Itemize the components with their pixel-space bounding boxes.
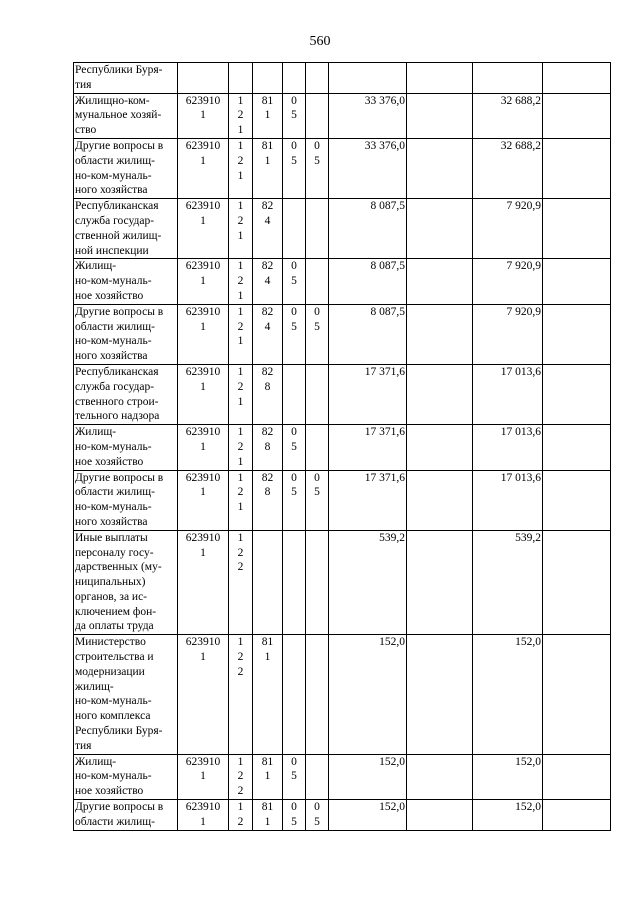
empty-column-1-cell [407, 364, 473, 424]
code-cell: 623910 1 [178, 470, 229, 530]
code-part-b-cell: 82 8 [253, 425, 283, 470]
amount-1-cell: 152,0 [329, 754, 407, 799]
empty-column-2-cell [543, 259, 611, 304]
code-part-c-cell: 0 5 [283, 259, 306, 304]
code-part-d-cell [306, 364, 329, 424]
row-name-cell: Другие вопросы в области жилищ- но-ком-муналь- ного хозяйства [74, 470, 178, 530]
code-part-b-cell: 81 1 [253, 754, 283, 799]
code-cell: 623910 1 [178, 259, 229, 304]
table-row [74, 199, 611, 259]
code-part-c-cell: 0 5 [283, 304, 306, 364]
code-part-a-cell: 1 2 2 [229, 635, 253, 754]
code-part-a-cell: 1 2 1 [229, 364, 253, 424]
empty-column-1-cell [407, 754, 473, 799]
code-part-b-cell: 82 8 [253, 470, 283, 530]
code-part-b-cell: 82 4 [253, 259, 283, 304]
table-row [74, 63, 611, 94]
empty-column-1-cell [407, 530, 473, 635]
code-part-a-cell: 1 2 1 [229, 199, 253, 259]
code-part-b-cell: 81 1 [253, 635, 283, 754]
code-cell: 623910 1 [178, 754, 229, 799]
empty-column-1-cell [407, 259, 473, 304]
amount-2-cell: 539,2 [473, 530, 543, 635]
amount-1-cell: 8 087,5 [329, 199, 407, 259]
amount-1-cell: 17 371,6 [329, 364, 407, 424]
empty-column-2-cell [543, 364, 611, 424]
empty-column-1-cell [407, 138, 473, 198]
code-part-b-cell: 81 1 [253, 93, 283, 138]
code-part-b-cell: 81 1 [253, 138, 283, 198]
code-cell: 623910 1 [178, 530, 229, 635]
row-name-cell: Жилищ- но-ком-муналь- ное хозяйство [74, 754, 178, 799]
code-part-d-cell: 0 5 [306, 470, 329, 530]
row-name-cell: Иные выплаты персоналу госу- дарственных (му- ниципальных) органов, за ис- ключением фон- да оплаты труда [74, 530, 178, 635]
amount-2-cell: 7 920,9 [473, 304, 543, 364]
code-part-c-cell: 0 5 [283, 425, 306, 470]
code-part-d-cell [306, 425, 329, 470]
amount-1-cell: 152,0 [329, 800, 407, 831]
amount-2-cell: 32 688,2 [473, 93, 543, 138]
empty-column-1-cell [407, 304, 473, 364]
table-row [74, 304, 611, 364]
row-name-cell: Другие вопросы в области жилищ- но-ком-муналь- ного хозяйства [74, 138, 178, 198]
code-part-a-cell: 1 2 2 [229, 754, 253, 799]
code-part-a-cell: 1 2 2 [229, 530, 253, 635]
row-name-cell: Республиканская служба государ- ственной жилищ- ной инспекции [74, 199, 178, 259]
amount-2-cell [473, 63, 543, 94]
row-name-cell: Республики Буря- тия [74, 63, 178, 94]
code-part-d-cell: 0 5 [306, 138, 329, 198]
amount-2-cell: 7 920,9 [473, 259, 543, 304]
code-part-c-cell: 0 5 [283, 93, 306, 138]
amount-1-cell: 17 371,6 [329, 470, 407, 530]
row-name-cell: Другие вопросы в области жилищ- но-ком-муналь- ного хозяйства [74, 304, 178, 364]
code-cell: 623910 1 [178, 425, 229, 470]
table-body [74, 63, 611, 831]
code-cell [178, 63, 229, 94]
table-row [74, 93, 611, 138]
amount-1-cell: 8 087,5 [329, 259, 407, 304]
table-row [74, 364, 611, 424]
empty-column-2-cell [543, 425, 611, 470]
table-row [74, 470, 611, 530]
row-name-cell: Жилищно-ком- мунальное хозяй- ство [74, 93, 178, 138]
table-row [74, 530, 611, 635]
code-part-a-cell: 1 2 1 [229, 138, 253, 198]
amount-2-cell: 32 688,2 [473, 138, 543, 198]
code-part-d-cell [306, 63, 329, 94]
empty-column-2-cell [543, 93, 611, 138]
amount-2-cell: 17 013,6 [473, 364, 543, 424]
amount-1-cell: 33 376,0 [329, 93, 407, 138]
code-cell: 623910 1 [178, 138, 229, 198]
code-part-c-cell [283, 635, 306, 754]
row-name-cell: Другие вопросы в области жилищ- [74, 800, 178, 831]
empty-column-2-cell [543, 635, 611, 754]
code-part-c-cell: 0 5 [283, 754, 306, 799]
code-part-d-cell: 0 5 [306, 304, 329, 364]
code-part-a-cell: 1 2 1 [229, 470, 253, 530]
empty-column-2-cell [543, 800, 611, 831]
amount-2-cell: 17 013,6 [473, 425, 543, 470]
code-cell: 623910 1 [178, 635, 229, 754]
row-name-cell: Жилищ- но-ком-муналь- ное хозяйство [74, 259, 178, 304]
amount-1-cell [329, 63, 407, 94]
table-row [74, 425, 611, 470]
empty-column-1-cell [407, 470, 473, 530]
empty-column-2-cell [543, 138, 611, 198]
code-part-c-cell: 0 5 [283, 800, 306, 831]
empty-column-2-cell [543, 63, 611, 94]
empty-column-2-cell [543, 199, 611, 259]
code-part-d-cell [306, 530, 329, 635]
table-row [74, 635, 611, 754]
empty-column-2-cell [543, 754, 611, 799]
code-part-b-cell: 82 4 [253, 304, 283, 364]
empty-column-1-cell [407, 199, 473, 259]
amount-2-cell: 17 013,6 [473, 470, 543, 530]
code-part-c-cell [283, 364, 306, 424]
code-cell: 623910 1 [178, 199, 229, 259]
code-part-d-cell [306, 259, 329, 304]
empty-column-2-cell [543, 470, 611, 530]
code-part-a-cell: 1 2 1 [229, 425, 253, 470]
code-cell: 623910 1 [178, 800, 229, 831]
row-name-cell: Жилищ- но-ком-муналь- ное хозяйство [74, 425, 178, 470]
amount-1-cell: 17 371,6 [329, 425, 407, 470]
code-part-b-cell [253, 530, 283, 635]
table-row [74, 259, 611, 304]
code-part-b-cell: 82 4 [253, 199, 283, 259]
amount-1-cell: 152,0 [329, 635, 407, 754]
empty-column-2-cell [543, 530, 611, 635]
code-part-d-cell [306, 754, 329, 799]
code-part-a-cell: 1 2 [229, 800, 253, 831]
amount-2-cell: 152,0 [473, 635, 543, 754]
code-part-c-cell [283, 63, 306, 94]
code-part-a-cell: 1 2 1 [229, 93, 253, 138]
code-part-b-cell: 81 1 [253, 800, 283, 831]
page-number: 560 [309, 34, 331, 49]
code-part-c-cell: 0 5 [283, 138, 306, 198]
empty-column-1-cell [407, 93, 473, 138]
table-row [74, 800, 611, 831]
code-part-a-cell [229, 63, 253, 94]
code-cell: 623910 1 [178, 364, 229, 424]
code-part-a-cell: 1 2 1 [229, 259, 253, 304]
code-part-d-cell [306, 199, 329, 259]
empty-column-1-cell [407, 425, 473, 470]
empty-column-1-cell [407, 800, 473, 831]
code-cell: 623910 1 [178, 304, 229, 364]
code-part-d-cell: 0 5 [306, 800, 329, 831]
amount-1-cell: 539,2 [329, 530, 407, 635]
code-part-c-cell [283, 199, 306, 259]
code-part-b-cell [253, 63, 283, 94]
table-row [74, 138, 611, 198]
code-part-c-cell: 0 5 [283, 470, 306, 530]
row-name-cell: Министерство строительства и модернизации жилищ- но-ком-муналь- ного комплекса Республики Буря- тия [74, 635, 178, 754]
amount-2-cell: 152,0 [473, 754, 543, 799]
code-part-d-cell [306, 93, 329, 138]
code-part-d-cell [306, 635, 329, 754]
code-part-a-cell: 1 2 1 [229, 304, 253, 364]
budget-table [73, 62, 611, 831]
code-cell: 623910 1 [178, 93, 229, 138]
empty-column-2-cell [543, 304, 611, 364]
empty-column-1-cell [407, 63, 473, 94]
table-row [74, 754, 611, 799]
code-part-b-cell: 82 8 [253, 364, 283, 424]
empty-column-1-cell [407, 635, 473, 754]
amount-1-cell: 33 376,0 [329, 138, 407, 198]
amount-1-cell: 8 087,5 [329, 304, 407, 364]
amount-2-cell: 7 920,9 [473, 199, 543, 259]
code-part-c-cell [283, 530, 306, 635]
amount-2-cell: 152,0 [473, 800, 543, 831]
row-name-cell: Республиканская служба государ- ственного строи- тельного надзора [74, 364, 178, 424]
